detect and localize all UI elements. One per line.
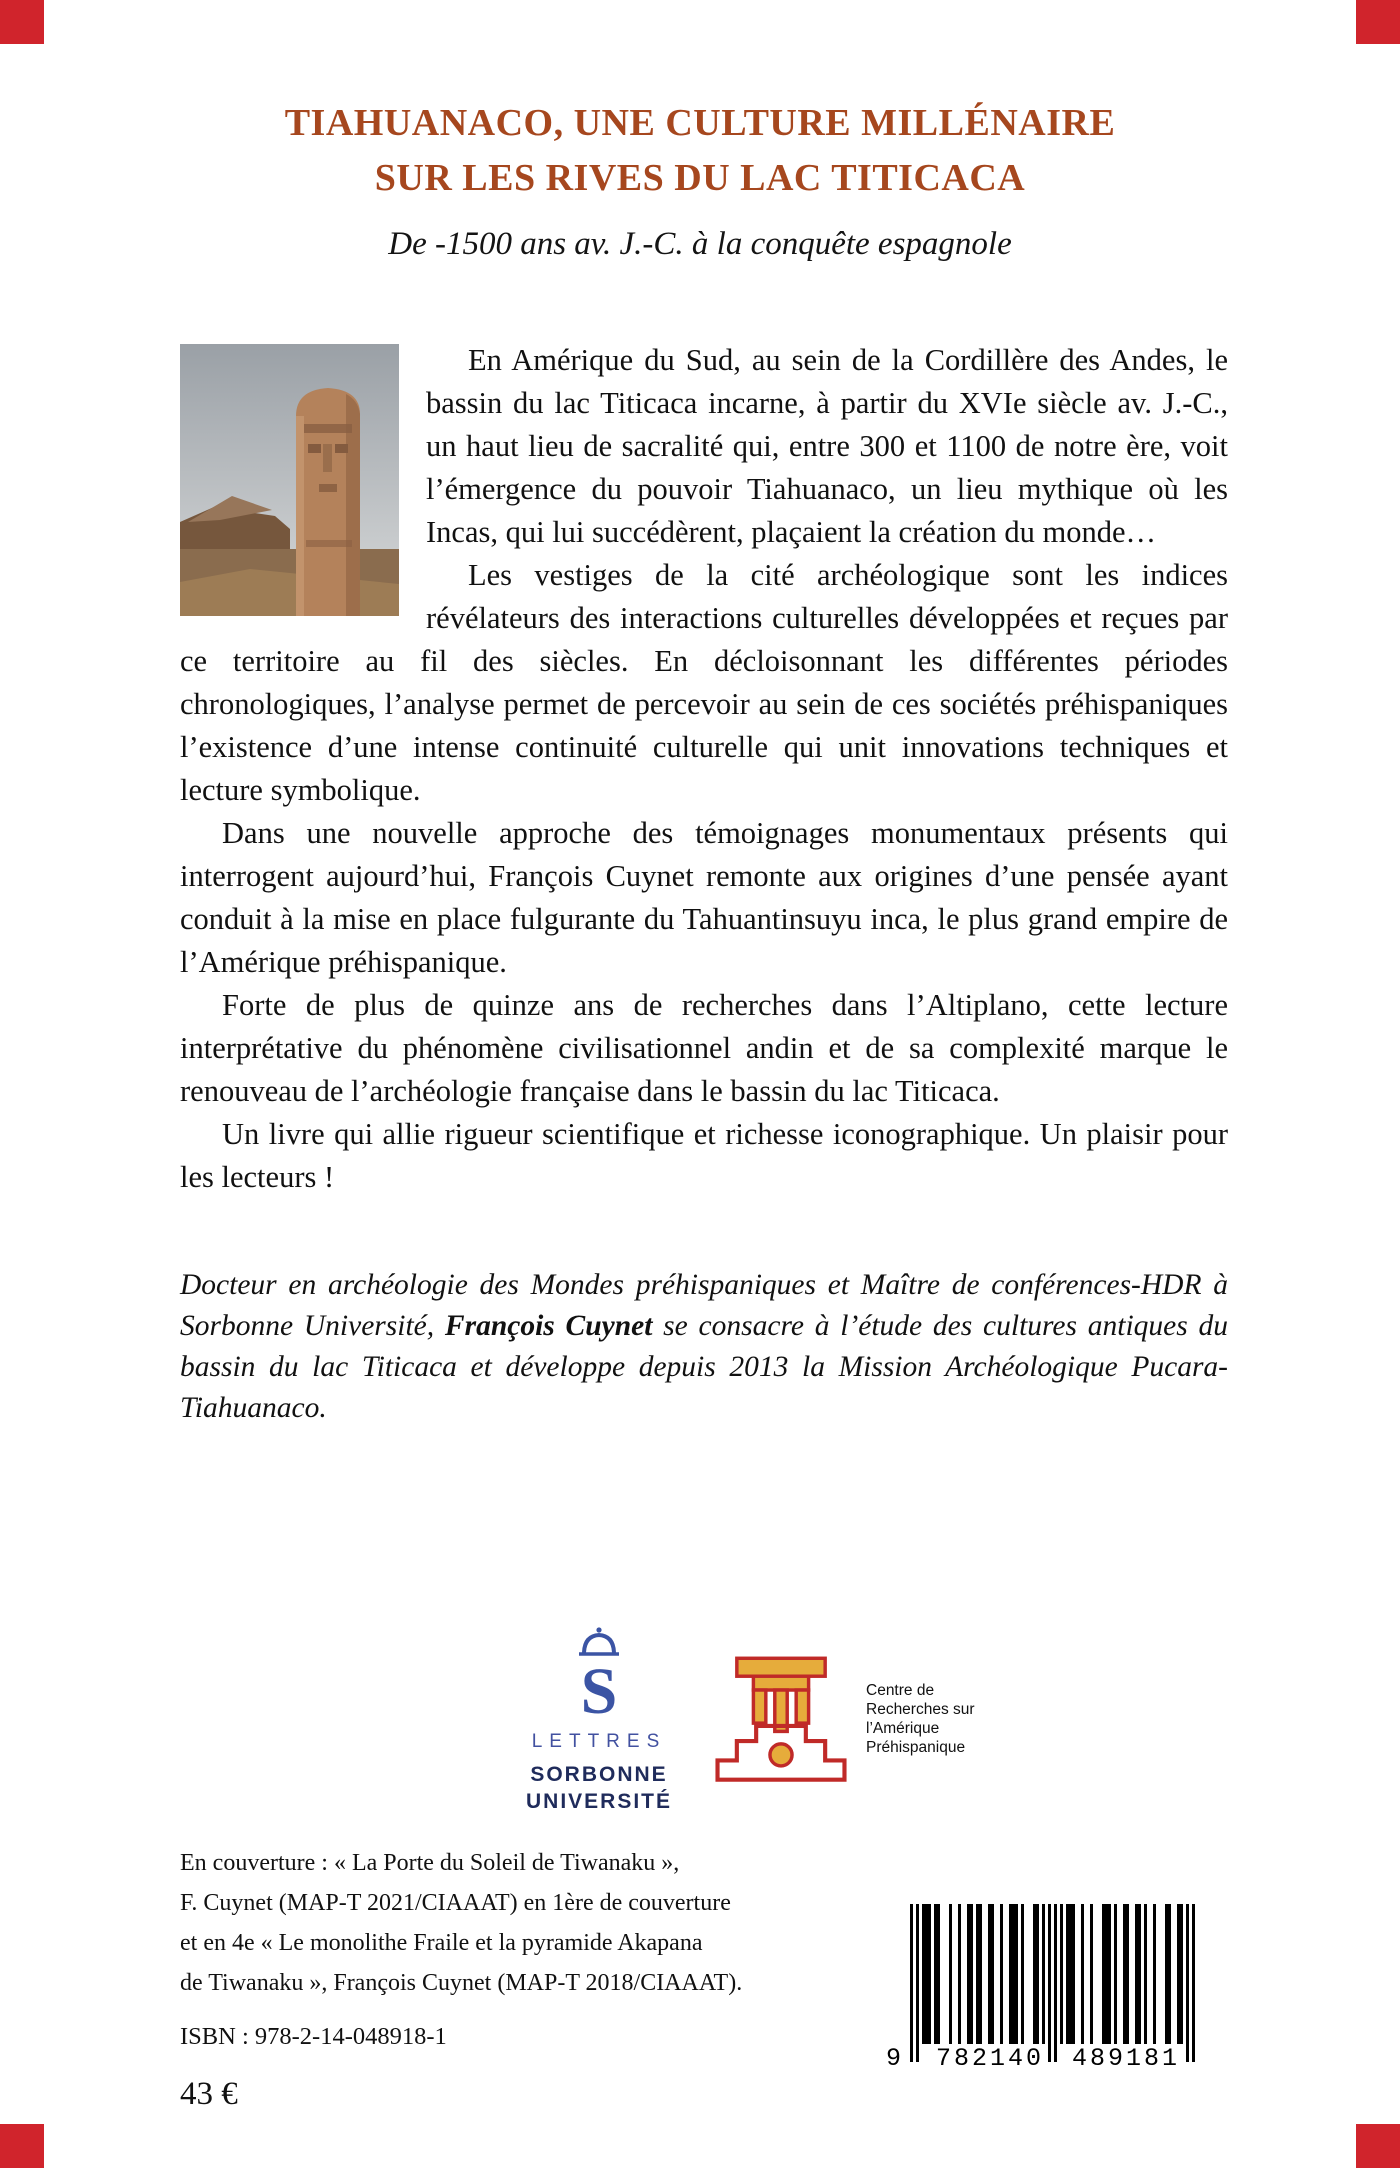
synopsis-paragraph-3: Dans une nouvelle approche des témoignages monumentaux présents qui interrogent aujourd’hui, François Cuynet remonte aux origines d’une pensée ayant conduit à la mise en place fulgurante du Tahuantinsuyu inca, le plus grand empire de l’Amérique préhispanique. xyxy=(180,816,1228,979)
research-center-logo xyxy=(712,1650,975,1788)
cover-credit-line1: En couverture : « La Porte du Soleil de Tiwanaku », xyxy=(180,1850,680,1876)
stepped-pyramid-icon xyxy=(712,1650,850,1788)
research-center-line1: Centre de xyxy=(866,1682,935,1699)
sorbonne-logo xyxy=(494,1626,704,1814)
price: 43 € xyxy=(180,2076,238,2112)
corner-mark-top-left xyxy=(0,0,44,44)
sorbonne-s-letter: S xyxy=(580,1655,618,1728)
synopsis-paragraph-4: Forte de plus de quinze ans de recherches dans l’Altiplano, cette lecture interprétative du phénomène civilisationnel andin et de sa complexité marque le renouveau de l’archéologie française dans le bassin du lac Titicaca. xyxy=(180,988,1228,1108)
cover-credits xyxy=(180,1843,742,2003)
synopsis-text xyxy=(180,339,1228,1199)
book-title-line1: TIAHUANACO, UNE CULTURE MILLÉNAIRE xyxy=(284,102,1116,144)
corner-mark-top-right xyxy=(1356,0,1400,44)
author-bio-part2: se consacre à l’étude des cultures antiques du bassin du lac Titicaca et développe depuis 2013 la Mission Archéologique Pucara-Tiahuanaco. xyxy=(180,1310,1229,1424)
publisher-lettres-label: LETTRES xyxy=(531,1731,667,1752)
barcode-group1: 782140 xyxy=(935,2044,1044,2073)
barcode-digits xyxy=(884,2042,1220,2076)
corner-mark-bottom-left xyxy=(0,2124,44,2168)
publisher-sorbonne-label: SORBONNE xyxy=(530,1763,668,1786)
corner-mark-bottom-right xyxy=(1356,2124,1400,2168)
cover-credit-line2: F. Cuynet (MAP-T 2021/CIAAAT) en 1ère de couverture xyxy=(180,1890,731,1916)
research-center-line3: l’Amérique xyxy=(866,1720,940,1737)
research-center-line4: Préhispanique xyxy=(866,1739,966,1756)
author-name: François Cuynet xyxy=(444,1310,653,1342)
synopsis-paragraph-5: Un livre qui allie rigueur scientifique et richesse iconographique. Un plaisir pour les lecteurs ! xyxy=(180,1117,1228,1194)
book-subtitle: De -1500 ans av. J.-C. à la conquête espagnole xyxy=(388,226,1012,262)
barcode-lead-digit: 9 xyxy=(886,2044,902,2073)
author-bio-part1: Docteur en archéologie des Mondes préhispaniques et Maître de conférences-HDR à Sorbonne Université, xyxy=(180,1269,1228,1342)
research-center-line2: Recherches sur xyxy=(866,1701,975,1718)
monolith-photo-illustration xyxy=(180,344,399,616)
book-title-line2: SUR LES RIVES DU LAC TITICACA xyxy=(374,157,1026,199)
dome-icon xyxy=(577,1626,621,1656)
synopsis-paragraph-1: En Amérique du Sud, au sein de la Cordillère des Andes, le bassin du lac Titicaca incarne, à partir du XVIe siècle av. J.-C., un haut lieu de sacralité qui, entre 300 et 1100 de notre ère, voit l’émergence du pouvoir Tiahuanaco, un lieu mythique où les Incas, qui lui succédèrent, plaçaient la création du monde… xyxy=(426,343,1228,549)
barcode-bars xyxy=(910,1904,1195,2062)
ean-barcode xyxy=(884,1898,1220,2084)
synopsis-paragraph-2: Les vestiges de la cité archéologique sont les indices révélateurs des interactions culturelles développées et reçues par ce territoire au fil des siècles. En décloisonnant les différentes périodes chronologiques, l’analyse permet de percevoir au sein de ces sociétés préhispaniques l’existence d’une intense continuité culturelle qui unit innovations techniques et lecture symbolique. xyxy=(180,558,1228,807)
barcode-group2: 489181 xyxy=(1071,2044,1180,2073)
header xyxy=(0,96,1400,263)
research-center-name xyxy=(866,1681,975,1757)
cover-credit-line4: de Tiwanaku », François Cuynet (MAP-T 2018/CIAAAT). xyxy=(180,1970,743,1996)
monolith-photo xyxy=(180,344,399,616)
cover-credit-line3: et en 4e « Le monolithe Fraile et la pyramide Akapana xyxy=(180,1930,703,1956)
publisher-universite-label: UNIVERSITÉ xyxy=(525,1790,673,1813)
author-bio xyxy=(180,1265,1228,1429)
isbn-number: ISBN : 978-2-14-048918-1 xyxy=(180,2023,447,2050)
